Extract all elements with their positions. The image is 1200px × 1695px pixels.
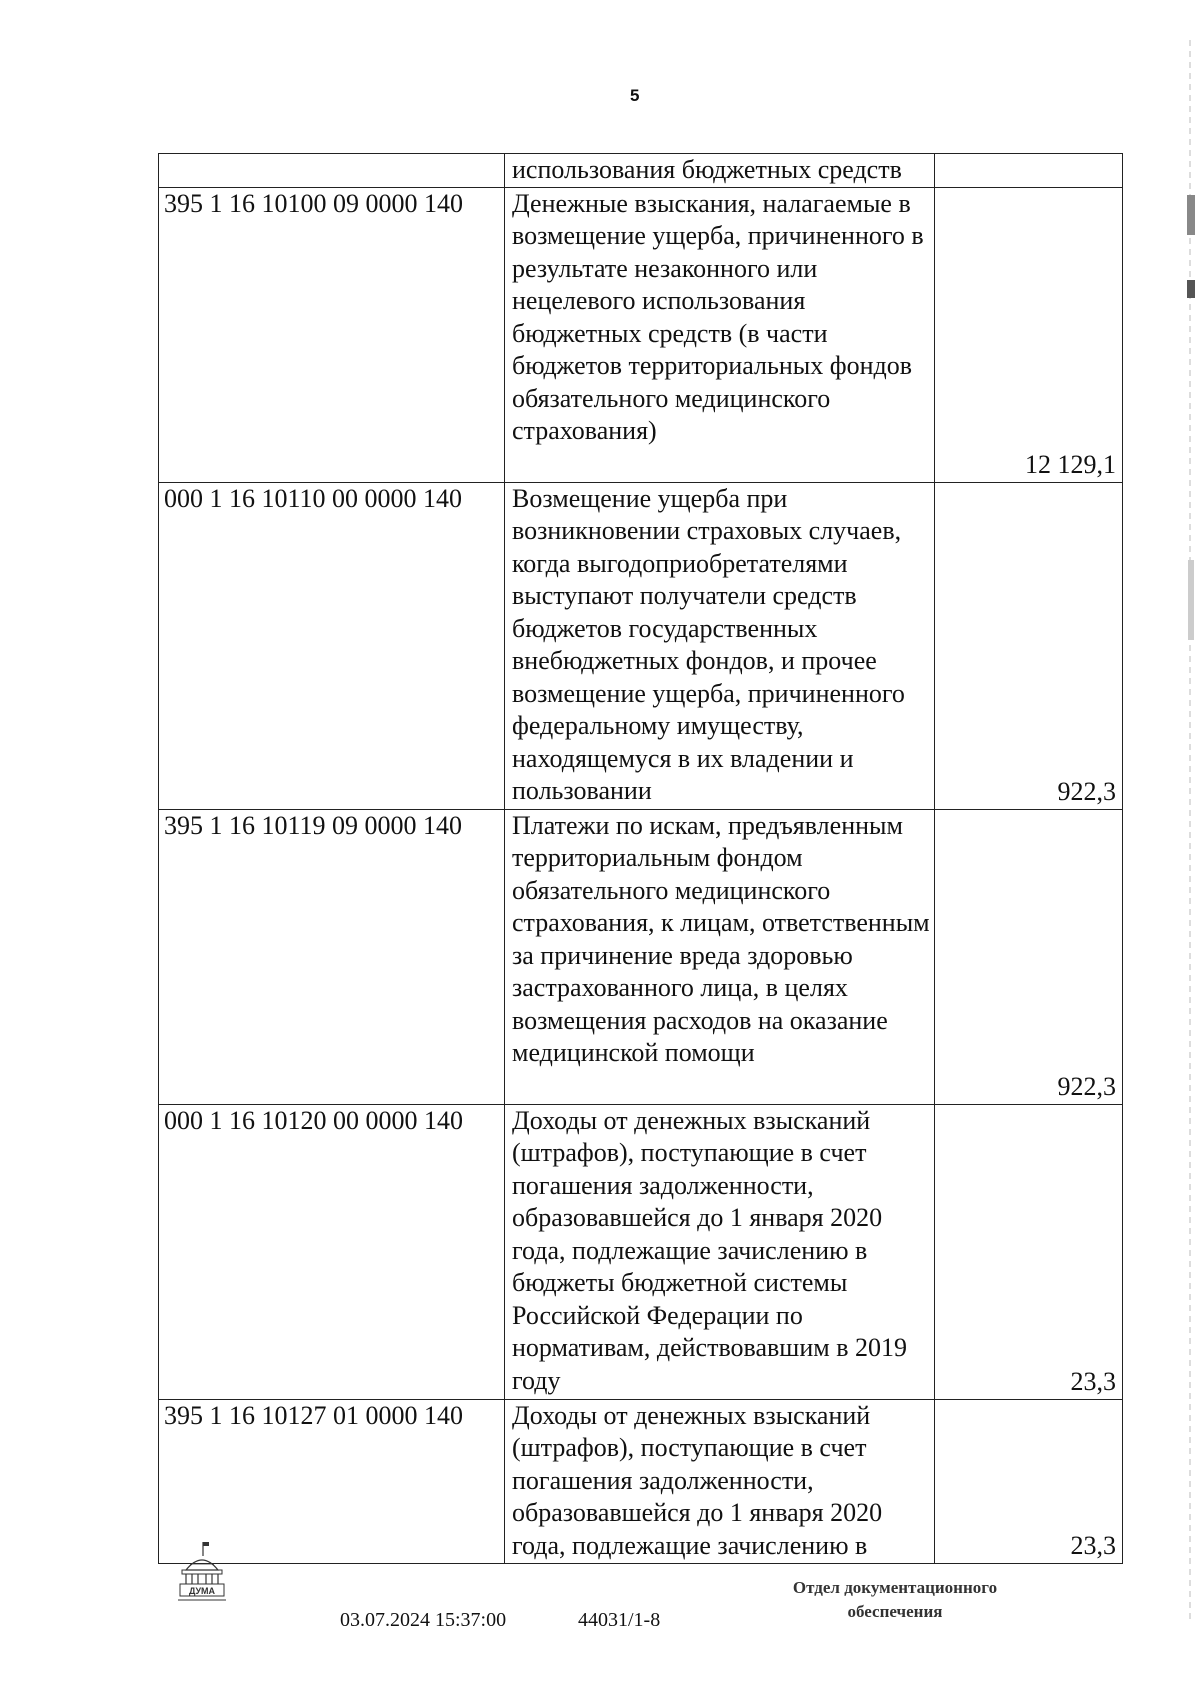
amount-cell xyxy=(935,154,1123,188)
description-cell: Платежи по искам, предъявленным территориальным фондом обязательного медицинского страхования, к лицам, ответственным за причинение вреда здоровью застрахованного лица, в целях возмещения расходов на оказание медицинской помощи xyxy=(505,809,935,1104)
amount-cell: 23,3 xyxy=(935,1399,1123,1563)
table-row xyxy=(159,809,1123,1104)
table-row xyxy=(159,187,1123,482)
description-cell: Возмещение ущерба при возникновении страховых случаев, когда выгодоприобретателями выступают получатели средств бюджетов государственных внебюджетных фондов, и прочее возмещение ущерба, причиненного федеральному имуществу, находящемуся в их владении и пользовании xyxy=(505,482,935,809)
description-cell: Доходы от денежных взысканий (штрафов), поступающие в счет погашения задолженности, образовавшейся до 1 января 2020 года, подлежащие зачислению в бюджеты бюджетной системы Российской Федерации по нормативам, действовавшим в 2019 году xyxy=(505,1104,935,1399)
description-cell: использования бюджетных средств xyxy=(505,154,935,188)
budget-code-cell: 395 1 16 10127 01 0000 140 xyxy=(159,1399,505,1563)
amount-cell: 12 129,1 xyxy=(935,187,1123,482)
document-timestamp: 03.07.2024 15:37:00 xyxy=(340,1609,507,1631)
budget-code-cell xyxy=(159,154,505,188)
description-cell: Денежные взыскания, налагаемые в возмещение ущерба, причиненного в результате незаконного или нецелевого использования бюджетных средств (в части бюджетов территориальных фондов обязательного медицинского страхования) xyxy=(505,187,935,482)
budget-code-cell: 395 1 16 10119 09 0000 140 xyxy=(159,809,505,1104)
table-row xyxy=(159,1399,1123,1563)
amount-cell: 922,3 xyxy=(935,809,1123,1104)
table-row xyxy=(159,154,1123,188)
budget-code-cell: 395 1 16 10100 09 0000 140 xyxy=(159,187,505,482)
scan-edge-artifact xyxy=(1186,40,1196,1620)
page-number: 5 xyxy=(630,86,640,105)
budget-code-cell: 000 1 16 10120 00 0000 140 xyxy=(159,1104,505,1399)
document-number: 44031/1-8 xyxy=(578,1609,661,1631)
description-cell: Доходы от денежных взысканий (штрафов), поступающие в счет погашения задолженности, образовавшейся до 1 января 2020 года, подлежащие зачислению в xyxy=(505,1399,935,1563)
table-row xyxy=(159,482,1123,809)
budget-revenue-table xyxy=(158,153,1123,1564)
budget-code-cell: 000 1 16 10110 00 0000 140 xyxy=(159,482,505,809)
duma-building-icon xyxy=(176,1540,228,1602)
amount-cell: 23,3 xyxy=(935,1104,1123,1399)
amount-cell: 922,3 xyxy=(935,482,1123,809)
department-stamp-line-1: Отдел документационного xyxy=(792,1578,998,1597)
department-stamp-line-2: обеспечения xyxy=(847,1602,943,1621)
logo-text: ДУМА xyxy=(188,1586,216,1596)
table-row xyxy=(159,1104,1123,1399)
department-stamp xyxy=(745,1576,1045,1624)
